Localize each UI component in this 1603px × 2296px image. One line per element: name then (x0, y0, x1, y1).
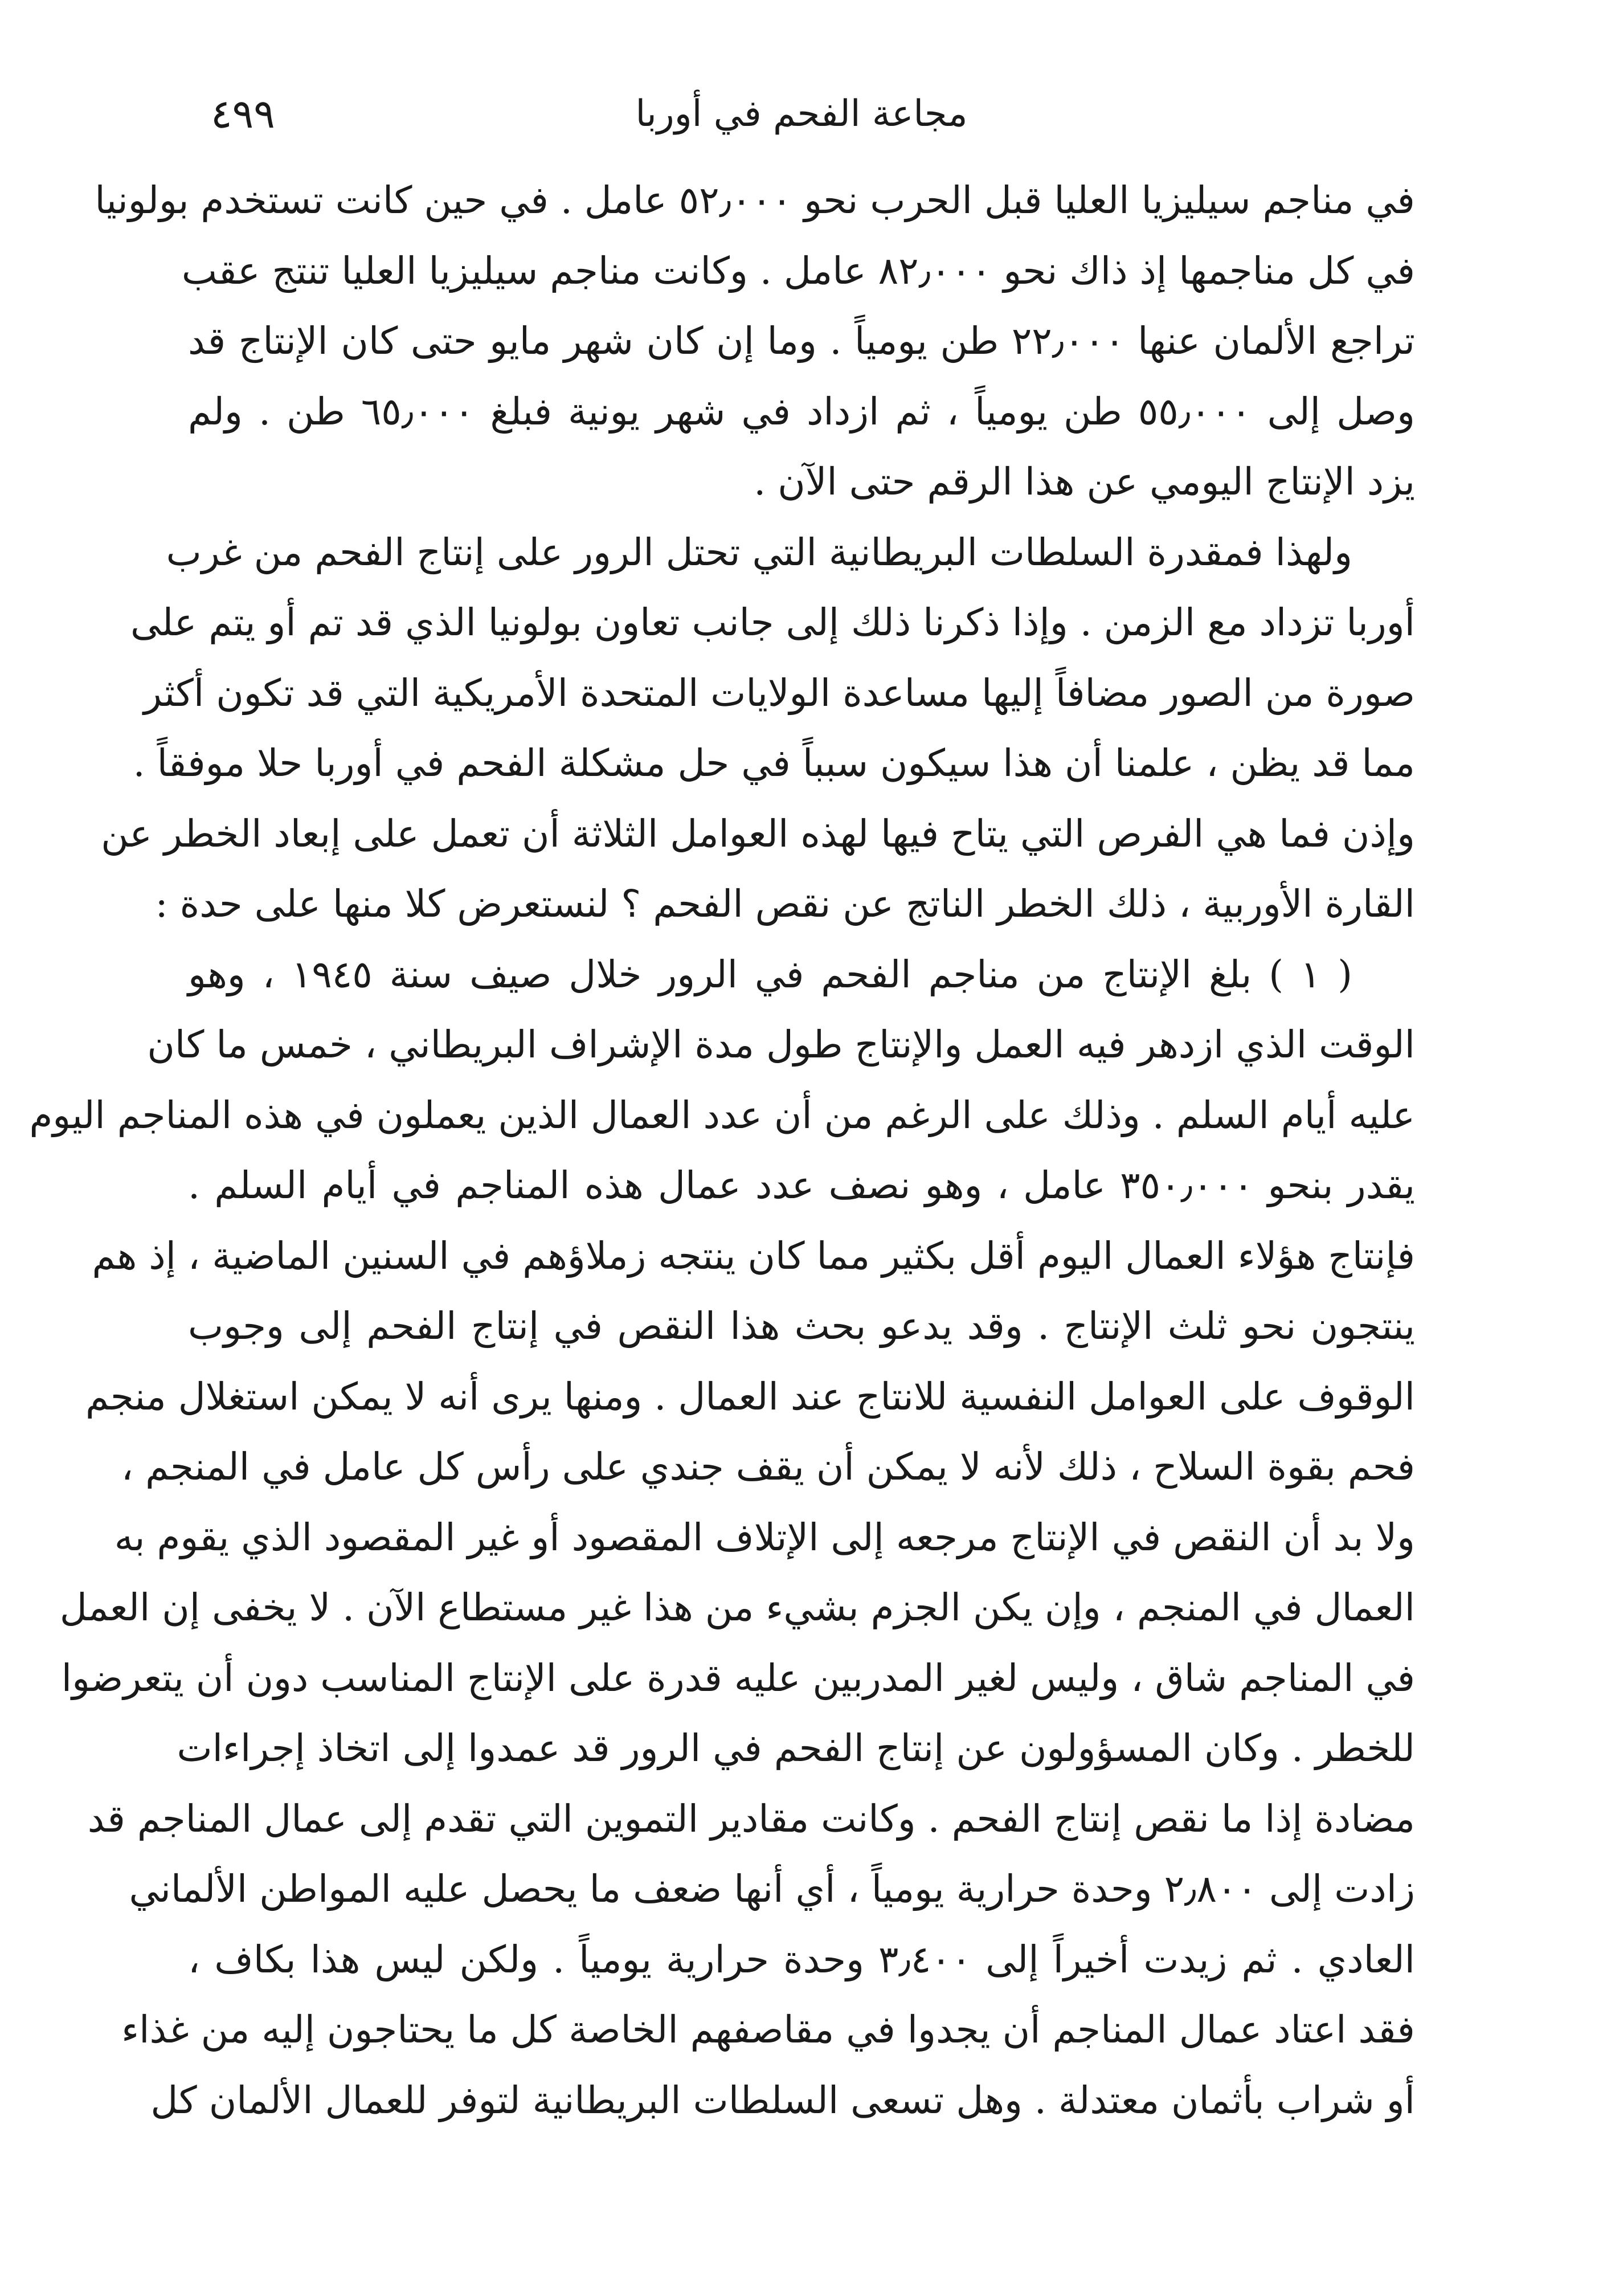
running-title: مجاعة الفحم في أوربا (635, 93, 968, 135)
text-line: للخطر . وكان المسؤولون عن إنتاج الفحم في الرور قد عمدوا إلى اتخاذ إجراءات (177, 1726, 1415, 1770)
text-line: مما قد يظن ، علمنا أن هذا سيكون سبباً في حل مشكلة الفحم في أوربا حلا موفقاً . (133, 741, 1415, 785)
page-header (188, 85, 1415, 142)
text-line: وإذن فما هي الفرص التي يتاح فيها لهذه العوامل الثلاثة أن تعمل على إبعاد الخطر عن (101, 811, 1415, 856)
text-line: زادت إلى ٢٫٨٠٠ وحدة حرارية يومياً ، أي أنها ضعف ما يحصل عليه المواطن الألماني (129, 1867, 1415, 1911)
body-text (29, 165, 1416, 2135)
text-line: يزد الإنتاج اليومي عن هذا الرقم حتى الآن . (754, 460, 1415, 504)
text-line: أوربا تزداد مع الزمن . وإذا ذكرنا ذلك إلى جانب تعاون بولونيا الذي قد تم أو يتم على (130, 600, 1415, 644)
text-line: الوقوف على العوامل النفسية للانتاج عند العمال . ومنها يرى أنه لا يمكن استغلال منجم (85, 1374, 1415, 1419)
text-line: في كل مناجمها إذ ذاك نحو ٨٢٫٠٠٠ عامل . وكانت مناجم سيليزيا العليا تنتج عقب (181, 248, 1415, 293)
text-line: في مناجم سيليزيا العليا قبل الحرب نحو ٥٢٫٠٠٠ عامل . في حين كانت تستخدم بولونيا (95, 178, 1415, 222)
paragraph (29, 939, 1416, 2136)
paragraph (130, 517, 1415, 799)
text-line: العادي . ثم زيدت أخيراً إلى ٣٫٤٠٠ وحدة حرارية يومياً . ولكن ليس هذا بكاف ، (188, 1937, 1416, 1982)
text-line: تراجع الألمان عنها ٢٢٫٠٠٠ طن يومياً . وما إن كان شهر مايو حتى كان الإنتاج قد (188, 319, 1415, 363)
paragraph (101, 799, 1415, 939)
text-line: فإنتاج هؤلاء العمال اليوم أقل بكثير مما كان ينتجه زملاؤهم في السنين الماضية ، إذ هم (92, 1233, 1415, 1278)
text-line: العمال في المنجم ، وإن يكن الجزم بشيء من هذا غير مستطاع الآن . لا يخفى إن العمل (59, 1586, 1415, 1629)
text-line: ولا بد أن النقص في الإنتاج مرجعه إلى الإتلاف المقصود أو غير المقصود الذي يقوم به (114, 1515, 1415, 1559)
text-line: ينتجون نحو ثلث الإنتاج . وقد يدعو بحث هذا النقص في إنتاج الفحم إلى وجوب (188, 1304, 1415, 1348)
text-line: فقد اعتاد عمال المناجم أن يجدوا في مقاصفهم الخاصة كل ما يحتاجون إليه من غذاء (121, 2008, 1415, 2052)
paragraph (95, 165, 1415, 517)
text-line: في المناجم شاق ، وليس لغير المدربين عليه قدرة على الإنتاج المناسب دون أن يتعرضوا (61, 1656, 1415, 1700)
text-line: ( ١ ) بلغ الإنتاج من مناجم الفحم في الرور خلال صيف سنة ١٩٤٥ ، وهو (188, 952, 1352, 996)
text-line: فحم بقوة السلاح ، ذلك لأنه لا يمكن أن يقف جندي على رأس كل عامل في المنجم ، (121, 1445, 1415, 1489)
text-line: الوقت الذي ازدهر فيه العمل والإنتاج طول مدة الإشراف البريطاني ، خمس ما كان (147, 1023, 1415, 1067)
text-line: مضادة إذا ما نقص إنتاج الفحم . وكانت مقادير التموين التي تقدم إلى عمال المناجم قد (87, 1796, 1415, 1841)
text-line: صورة من الصور مضافاً إليها مساعدة الولايات المتحدة الأمريكية التي قد تكون أكثر (144, 671, 1415, 715)
text-line: وصل إلى ٥٥٫٠٠٠ طن يومياً ، ثم ازداد في شهر يونية فبلغ ٦٥٫٠٠٠ طن . ولم (188, 389, 1415, 434)
text-line: القارة الأوربية ، ذلك الخطر الناتج عن نقص الفحم ؟ لنستعرض كلا منها على حدة : (155, 882, 1415, 926)
text-line: أو شراب بأثمان معتدلة . وهل تسعى السلطات البريطانية لتوفر للعمال الألمان كل (150, 2078, 1415, 2122)
text-line: ولهذا فمقدرة السلطات البريطانية التي تحتل الرور على إنتاج الفحم من غرب (166, 530, 1352, 574)
page-number: ٤٩٩ (211, 91, 275, 137)
text-line: عليه أيام السلم . وذلك على الرغم من أن عدد العمال الذين يعملون في هذه المناجم اليوم (29, 1093, 1415, 1137)
text-line: يقدر بنحو ٣٥٠٫٠٠٠ عامل ، وهو نصف عدد عمال هذه المناجم في أيام السلم . (188, 1163, 1415, 1207)
